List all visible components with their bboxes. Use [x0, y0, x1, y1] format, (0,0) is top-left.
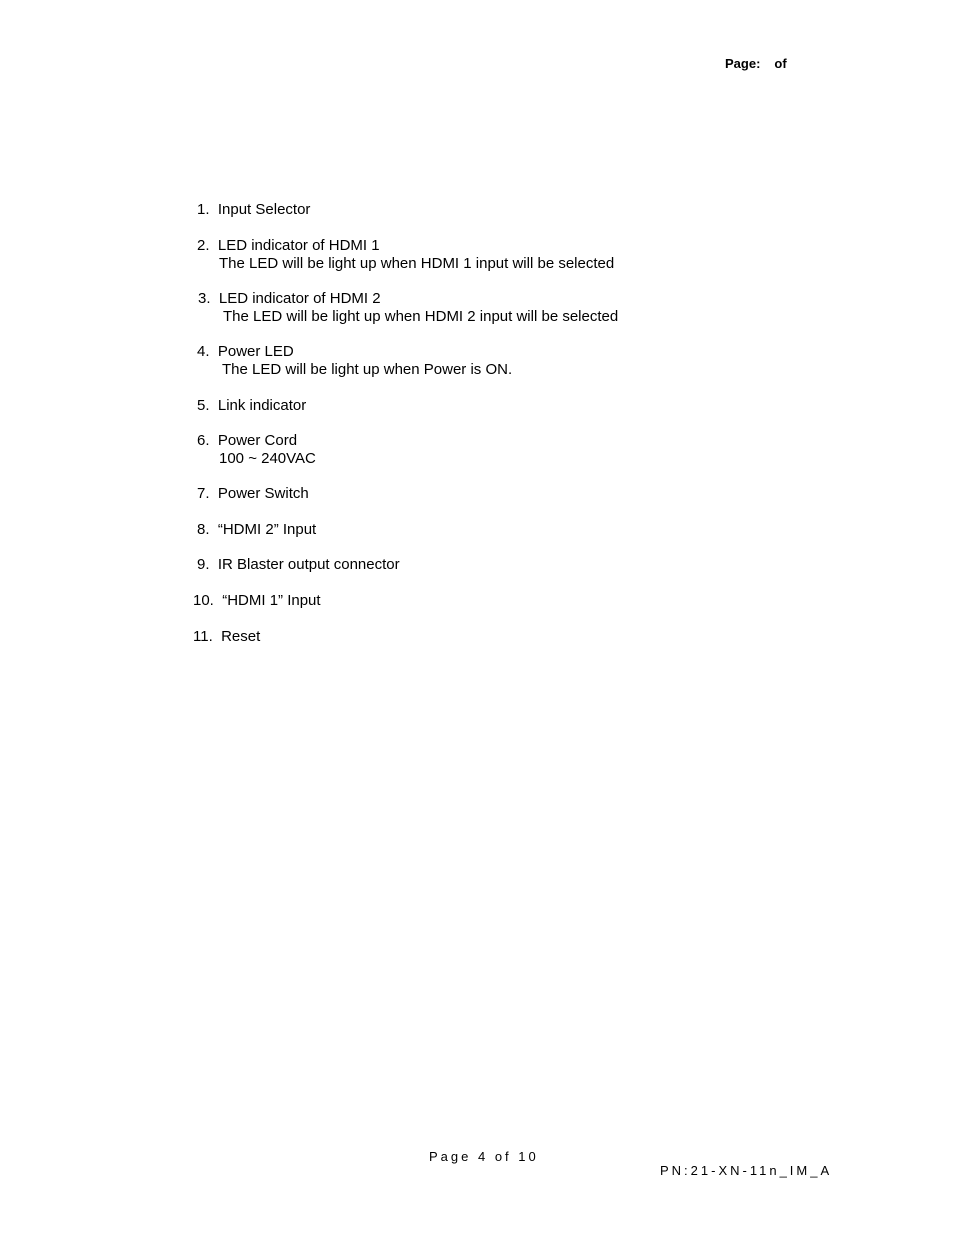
- item-number: 1.: [197, 201, 210, 218]
- item-detail: The LED will be light up when Power is ON.: [222, 361, 513, 378]
- item-number: 7.: [197, 485, 210, 502]
- list-item-4: [197, 343, 294, 361]
- item-title: LED indicator of HDMI 2: [218, 290, 381, 307]
- item-detail: The LED will be light up when HDMI 1 input will be selected: [219, 255, 615, 272]
- item-title: “HDMI 2” Input: [217, 521, 317, 538]
- item-number: 8.: [197, 521, 210, 538]
- item-number: 3.: [198, 290, 211, 307]
- item-number: 6.: [197, 432, 210, 449]
- item-title: Link indicator: [217, 397, 307, 414]
- footer-part-number: PN:21-XN-11n_IM_A: [660, 1163, 833, 1178]
- list-item-3: [198, 290, 381, 308]
- list-item-1: [197, 201, 310, 219]
- list-item-10: [193, 592, 321, 610]
- page-header: [725, 56, 787, 71]
- item-title: Power Switch: [217, 485, 309, 502]
- list-item-2: [197, 237, 380, 255]
- item-title: Reset: [221, 628, 261, 645]
- item-title: Input Selector: [217, 201, 311, 218]
- item-title: “HDMI 1” Input: [222, 592, 321, 609]
- item-number: 10.: [193, 592, 214, 609]
- list-item-5: [197, 397, 306, 415]
- list-item-7: [197, 485, 309, 503]
- item-title: LED indicator of HDMI 1: [217, 237, 380, 254]
- item-detail: 100 ~ 240VAC: [219, 450, 316, 467]
- list-item-9: [197, 556, 400, 574]
- list-item-8: [197, 521, 316, 539]
- item-number: 5.: [197, 397, 210, 414]
- list-item-11: [193, 628, 260, 646]
- item-number: 11.: [193, 628, 213, 645]
- item-number: 4.: [197, 343, 210, 360]
- item-number: 9.: [197, 556, 210, 573]
- footer-page-number: Page 4 of 10: [429, 1149, 539, 1164]
- list-item-6: [197, 432, 297, 450]
- item-number: 2.: [197, 237, 210, 254]
- item-detail: The LED will be light up when HDMI 2 input will be selected: [223, 308, 619, 325]
- of-label: of: [774, 56, 787, 71]
- page-label: Page:: [725, 56, 761, 71]
- item-title: Power LED: [217, 343, 294, 360]
- item-title: IR Blaster output connector: [217, 556, 400, 573]
- item-title: Power Cord: [217, 432, 298, 449]
